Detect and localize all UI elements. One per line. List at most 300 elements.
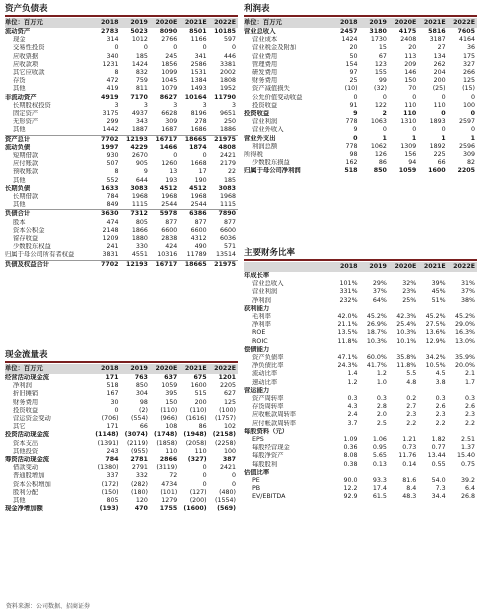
income-statement-title: 利润表	[244, 4, 270, 14]
row-value: 7702	[91, 135, 120, 144]
row-value: 38%	[461, 296, 475, 304]
row-value: 243	[106, 447, 119, 455]
row-value: 0.2	[406, 395, 417, 403]
row-value: 627	[223, 390, 236, 398]
row-value: 784	[106, 193, 119, 201]
row-value: 2148	[102, 226, 119, 234]
row-value: 3381	[219, 60, 236, 68]
row-value: 849	[106, 201, 119, 209]
table-row	[5, 135, 238, 144]
row-value: 18665	[179, 260, 208, 269]
table-row	[5, 110, 238, 118]
row-label: 预收账款	[13, 168, 39, 176]
row-value: 930	[106, 152, 119, 160]
row-value: 3187	[429, 36, 446, 44]
ratios-table	[244, 262, 477, 502]
row-value	[389, 469, 418, 477]
row-value: 1209	[102, 235, 119, 243]
table-row	[244, 354, 477, 362]
row-value: 4512	[189, 184, 207, 192]
row-value	[448, 387, 477, 395]
row-value: (2119)	[126, 439, 148, 447]
row-value: 0	[143, 44, 148, 52]
row-value: 2.7	[406, 403, 417, 411]
row-value: 1063	[370, 118, 387, 126]
row-value: (110)	[189, 406, 207, 414]
table-row	[244, 44, 477, 52]
table-row	[244, 288, 477, 296]
row-label: 资产周转率	[252, 395, 284, 403]
row-value: 7312	[121, 210, 150, 219]
row-value: 1201	[218, 374, 236, 381]
row-value: 175	[462, 52, 475, 60]
row-label: 固定资产	[13, 110, 39, 118]
row-value: 134	[433, 52, 446, 60]
table-row	[244, 420, 477, 428]
row-value: 571	[223, 243, 236, 251]
row-value: 10185	[214, 28, 236, 35]
header-year: 2020E	[150, 18, 179, 28]
row-value: 21975	[209, 135, 238, 144]
row-value: 262	[433, 60, 446, 68]
table-row	[5, 168, 238, 176]
table-row	[5, 210, 238, 219]
row-value: 1059	[398, 167, 417, 175]
row-label: EPS	[252, 436, 264, 444]
row-label: 其它	[13, 423, 26, 431]
row-label: 营业税金及附加	[252, 44, 297, 52]
table-row	[244, 53, 477, 61]
row-value: (2158)	[212, 431, 236, 439]
row-value: 0	[382, 126, 387, 134]
table-row	[5, 69, 238, 77]
row-value: 1384	[190, 77, 207, 85]
row-value: 0.14	[402, 460, 417, 468]
header-year: 2022E	[448, 18, 477, 28]
row-value	[418, 469, 447, 477]
row-value: 98	[139, 398, 148, 406]
row-value: 309	[165, 118, 178, 126]
table-row	[5, 118, 238, 126]
row-value: 552	[106, 176, 119, 184]
row-value: 34.4	[431, 493, 446, 501]
row-value: 3	[173, 101, 178, 109]
row-label: 营业总收入	[252, 280, 284, 288]
table-row	[244, 28, 477, 36]
table-header-row	[244, 18, 477, 28]
row-value: 387	[222, 456, 236, 464]
row-value	[360, 305, 389, 313]
row-value: 1892	[429, 142, 446, 150]
row-value	[448, 305, 477, 313]
row-value: 1952	[219, 85, 236, 93]
row-value: 446	[223, 52, 236, 60]
header-year: 2020E	[150, 364, 179, 374]
table-row	[5, 85, 238, 93]
row-label: 营业外收入	[252, 126, 284, 134]
row-value: 6386	[179, 210, 208, 219]
row-value: 2.6	[464, 403, 475, 411]
row-value: 474	[106, 218, 119, 226]
row-value: 21.1%	[337, 321, 358, 329]
row-value: 778	[345, 118, 358, 126]
row-value: 2.3	[464, 411, 475, 419]
table-row	[5, 399, 238, 407]
row-value: 1886	[219, 126, 236, 134]
row-label: 营业总收入	[244, 28, 276, 35]
row-value: (1858)	[156, 439, 178, 447]
row-value: 1.06	[372, 436, 387, 444]
row-value: 0	[173, 44, 178, 52]
table-row	[244, 428, 477, 436]
row-value: 15	[378, 44, 387, 52]
row-value	[330, 387, 359, 395]
row-value: 6036	[219, 235, 236, 243]
table-row	[244, 69, 477, 77]
table-row	[5, 407, 238, 415]
row-value: 2421	[219, 152, 236, 160]
row-value: (110)	[160, 406, 178, 414]
row-label: 现金净增加额	[5, 505, 43, 513]
table-row	[5, 77, 238, 85]
row-label: 负债及权益合计	[5, 260, 91, 269]
row-value: (1380)	[97, 464, 119, 472]
table-row	[5, 152, 238, 160]
row-value	[360, 272, 389, 280]
table-row	[5, 260, 238, 269]
table-row	[5, 94, 238, 102]
table-row	[5, 251, 238, 260]
row-value: 150	[404, 77, 417, 85]
row-value: 10.5%	[425, 362, 446, 370]
row-value: 1062	[370, 142, 387, 150]
row-value: 81.6	[402, 477, 417, 485]
row-value	[389, 305, 418, 313]
table-row	[5, 28, 238, 36]
row-value: 5.65	[372, 452, 387, 460]
row-label: 获利能力	[244, 304, 270, 312]
row-value: 395	[165, 390, 178, 398]
row-value: 2205	[219, 382, 236, 390]
row-value: 8196	[190, 110, 207, 118]
header-year: 2018	[91, 364, 120, 374]
row-label: 流动资产	[5, 28, 31, 35]
row-value: (193)	[99, 505, 119, 513]
row-label: 资产负债率	[252, 354, 284, 362]
row-value: 47.1%	[337, 354, 358, 362]
row-value: 314	[106, 36, 119, 44]
row-value: 1059	[161, 382, 178, 390]
row-value: 0	[441, 110, 446, 118]
row-value	[418, 272, 447, 280]
table-header-row	[5, 364, 238, 374]
row-value	[389, 272, 418, 280]
row-label: EV/EBITDA	[252, 493, 286, 501]
row-value: 2596	[458, 142, 475, 150]
row-value: 27.5%	[425, 321, 446, 329]
row-value	[330, 428, 359, 436]
table-row	[244, 329, 477, 337]
row-value: 8090	[159, 28, 178, 35]
row-value: (200)	[189, 497, 207, 505]
cashflow-table	[5, 364, 238, 513]
row-label: 短期借款	[13, 152, 39, 160]
row-label: 应收款项	[13, 60, 39, 68]
row-value: 113	[404, 52, 417, 60]
row-value: 9	[353, 110, 358, 118]
row-value: 2.2	[406, 419, 417, 427]
row-value: 6628	[161, 110, 178, 118]
row-value: 0	[114, 44, 119, 52]
row-label: 资产总计	[5, 135, 91, 144]
row-value	[448, 428, 477, 436]
row-value: 1.0	[376, 378, 387, 386]
row-label: 归属于母公司所有者权益	[5, 251, 75, 259]
row-value: 250	[223, 118, 236, 126]
row-value: 2002	[219, 69, 236, 77]
table-row	[244, 493, 477, 501]
table-header-row	[244, 262, 477, 272]
row-value: 877	[165, 218, 178, 226]
row-value: 1.2	[376, 370, 387, 378]
row-label: 长期负债	[5, 184, 31, 192]
row-value: 29%	[372, 280, 387, 288]
row-value: 1115	[131, 201, 148, 209]
row-label: 毛利率	[252, 313, 271, 321]
row-value: 10316	[157, 251, 178, 259]
table-row	[5, 382, 238, 390]
row-value: 25.4%	[396, 321, 417, 329]
row-value: 327	[462, 60, 475, 68]
row-value: 1633	[101, 184, 119, 192]
row-label: PE	[252, 477, 260, 485]
row-value: 185	[135, 52, 148, 60]
row-value: 0.3	[376, 395, 387, 403]
row-value: 1	[441, 134, 446, 142]
row-value	[448, 346, 477, 354]
row-value: 21975	[209, 260, 238, 269]
row-value: 1115	[219, 201, 236, 209]
table-row	[244, 452, 477, 460]
row-value: 1968	[131, 193, 148, 201]
row-value: 2.4	[347, 411, 358, 419]
row-value: 64%	[372, 296, 387, 304]
table-row	[244, 61, 477, 69]
row-value: 1730	[370, 36, 387, 44]
row-value: 162	[345, 159, 358, 167]
row-value: 805	[135, 218, 148, 226]
table-row	[244, 159, 477, 167]
row-value: 123	[374, 60, 387, 68]
row-label: 偿债能力	[244, 345, 270, 353]
row-value: 30	[110, 398, 119, 406]
row-value: (1748)	[154, 431, 178, 439]
row-value: 167	[106, 390, 119, 398]
row-value: 6600	[161, 226, 178, 234]
row-value: 1874	[189, 143, 207, 151]
row-value: 850	[135, 382, 148, 390]
row-label: 投资收益	[252, 101, 278, 109]
table-row	[244, 387, 477, 395]
row-value: (1600)	[183, 505, 207, 513]
row-value: 2421	[219, 464, 236, 472]
title-rule	[244, 15, 477, 17]
row-value: 60.0%	[366, 354, 387, 362]
row-value: (180)	[130, 488, 148, 496]
row-value: 3.8	[435, 378, 446, 386]
row-label: 长期借款	[13, 193, 39, 201]
row-value: 2838	[161, 235, 178, 243]
row-value: 3831	[102, 251, 119, 259]
row-value: 0	[353, 93, 358, 101]
row-value: 2457	[340, 28, 358, 35]
row-value: 12193	[121, 135, 150, 144]
row-label: 每股股利	[252, 460, 278, 468]
row-label: 每股经营现金	[252, 444, 290, 452]
row-value: (2)	[139, 406, 148, 414]
row-label: 每股资料（元）	[244, 427, 289, 435]
table-row	[244, 126, 477, 134]
row-label: 存货	[13, 77, 26, 85]
row-value: 805	[106, 497, 119, 505]
row-value	[360, 469, 389, 477]
row-label: 借款变动	[13, 464, 39, 472]
row-value: 1.4	[347, 370, 358, 378]
row-value: 26.8	[460, 493, 475, 501]
row-value: 905	[135, 160, 148, 168]
row-label: 速动比率	[252, 378, 278, 386]
row-value: 2586	[190, 60, 207, 68]
row-value: 3083	[218, 184, 236, 192]
row-value: 0	[441, 93, 446, 101]
table-row	[244, 77, 477, 85]
row-value: 200	[433, 77, 446, 85]
row-value: 1668	[190, 160, 207, 168]
header-year: 2021E	[418, 262, 447, 272]
row-value: 92.9	[343, 493, 358, 501]
row-value: 17.4	[372, 485, 387, 493]
row-value: 2866	[159, 456, 178, 464]
table-row	[5, 219, 238, 227]
row-label: 其它应收款	[13, 69, 45, 77]
row-value: 93.3	[372, 477, 387, 485]
row-value: 8501	[189, 28, 207, 35]
row-value: 45.2%	[425, 313, 446, 321]
row-value: 16717	[150, 135, 179, 144]
row-value: 4175	[398, 28, 417, 35]
row-value: 11.76	[398, 452, 417, 460]
row-value: 171	[106, 423, 119, 431]
row-value: 86	[198, 423, 207, 431]
table-row	[5, 415, 238, 423]
row-label: 非流动资产	[5, 93, 37, 101]
row-value: 18.7%	[366, 329, 387, 337]
row-value: 146	[404, 69, 417, 77]
row-value: 0	[202, 464, 207, 472]
row-value: 22	[227, 168, 236, 176]
row-value: 20.0%	[454, 362, 475, 370]
row-label: 应收帐款周转率	[252, 411, 297, 419]
row-value: 0.95	[372, 444, 387, 452]
row-label: 无形资产	[13, 118, 39, 126]
row-value: 0	[412, 93, 417, 101]
row-value: 0.3	[435, 395, 446, 403]
row-value: 41.7%	[366, 362, 387, 370]
row-value: 3	[143, 101, 148, 109]
row-value: 200	[194, 398, 207, 406]
row-value: (15)	[462, 85, 475, 93]
table-row	[244, 118, 477, 126]
row-label: 其他	[13, 85, 26, 93]
table-row	[5, 227, 238, 235]
row-label: 应付帐款周转率	[252, 419, 297, 427]
row-value: 490	[194, 243, 207, 251]
table-row	[5, 126, 238, 135]
row-label: 普通股增加	[13, 472, 45, 480]
row-value: 2791	[131, 464, 148, 472]
row-value: 1466	[159, 143, 178, 151]
row-label: 净利润	[13, 382, 32, 390]
row-value: 190	[194, 176, 207, 184]
row-value: 1.82	[431, 436, 446, 444]
row-value: 811	[135, 85, 148, 93]
table-row	[5, 44, 238, 52]
row-value: 11.8%	[396, 362, 417, 370]
row-value: 0.75	[460, 460, 475, 468]
row-label: 管理费用	[252, 60, 278, 68]
row-value: 51%	[431, 296, 446, 304]
row-label: 资产减值损失	[252, 85, 290, 93]
row-value: 6600	[190, 226, 207, 234]
row-value: 8	[114, 69, 119, 77]
row-value: 8.4	[406, 485, 417, 493]
row-value	[389, 387, 418, 395]
table-row	[5, 423, 238, 431]
row-value: 1099	[161, 69, 178, 77]
row-value: 1493	[190, 85, 207, 93]
row-value: (100)	[219, 406, 236, 414]
row-value: 1.21	[402, 436, 417, 444]
row-value: 2408	[400, 36, 417, 44]
table-row	[244, 94, 477, 102]
row-value: (1554)	[215, 497, 236, 505]
row-label: 投资收益	[13, 406, 39, 414]
row-value: 11789	[186, 251, 207, 259]
row-label: 归属于母公司净利润	[244, 167, 301, 175]
row-value: 16717	[150, 260, 179, 269]
header-unit-label: 单位：百万元	[244, 18, 330, 28]
row-value: 1686	[190, 126, 207, 134]
row-value	[330, 272, 359, 280]
row-label: 净利率	[252, 321, 271, 329]
row-value	[418, 387, 447, 395]
row-value: 61.5	[372, 493, 387, 501]
table-row	[244, 110, 477, 118]
header-year: 2019	[360, 262, 389, 272]
row-value: 6.4	[464, 485, 475, 493]
row-value: (32)	[373, 85, 387, 93]
cashflow-panel	[5, 349, 238, 513]
row-value: (150)	[101, 488, 119, 496]
table-row	[5, 481, 238, 489]
row-value	[448, 272, 477, 280]
row-value: 0	[114, 406, 119, 414]
row-value: 1687	[161, 126, 178, 134]
row-value: 7702	[91, 260, 120, 269]
row-value: 1968	[161, 193, 178, 201]
table-row	[5, 431, 238, 439]
row-value: 126	[374, 151, 387, 159]
